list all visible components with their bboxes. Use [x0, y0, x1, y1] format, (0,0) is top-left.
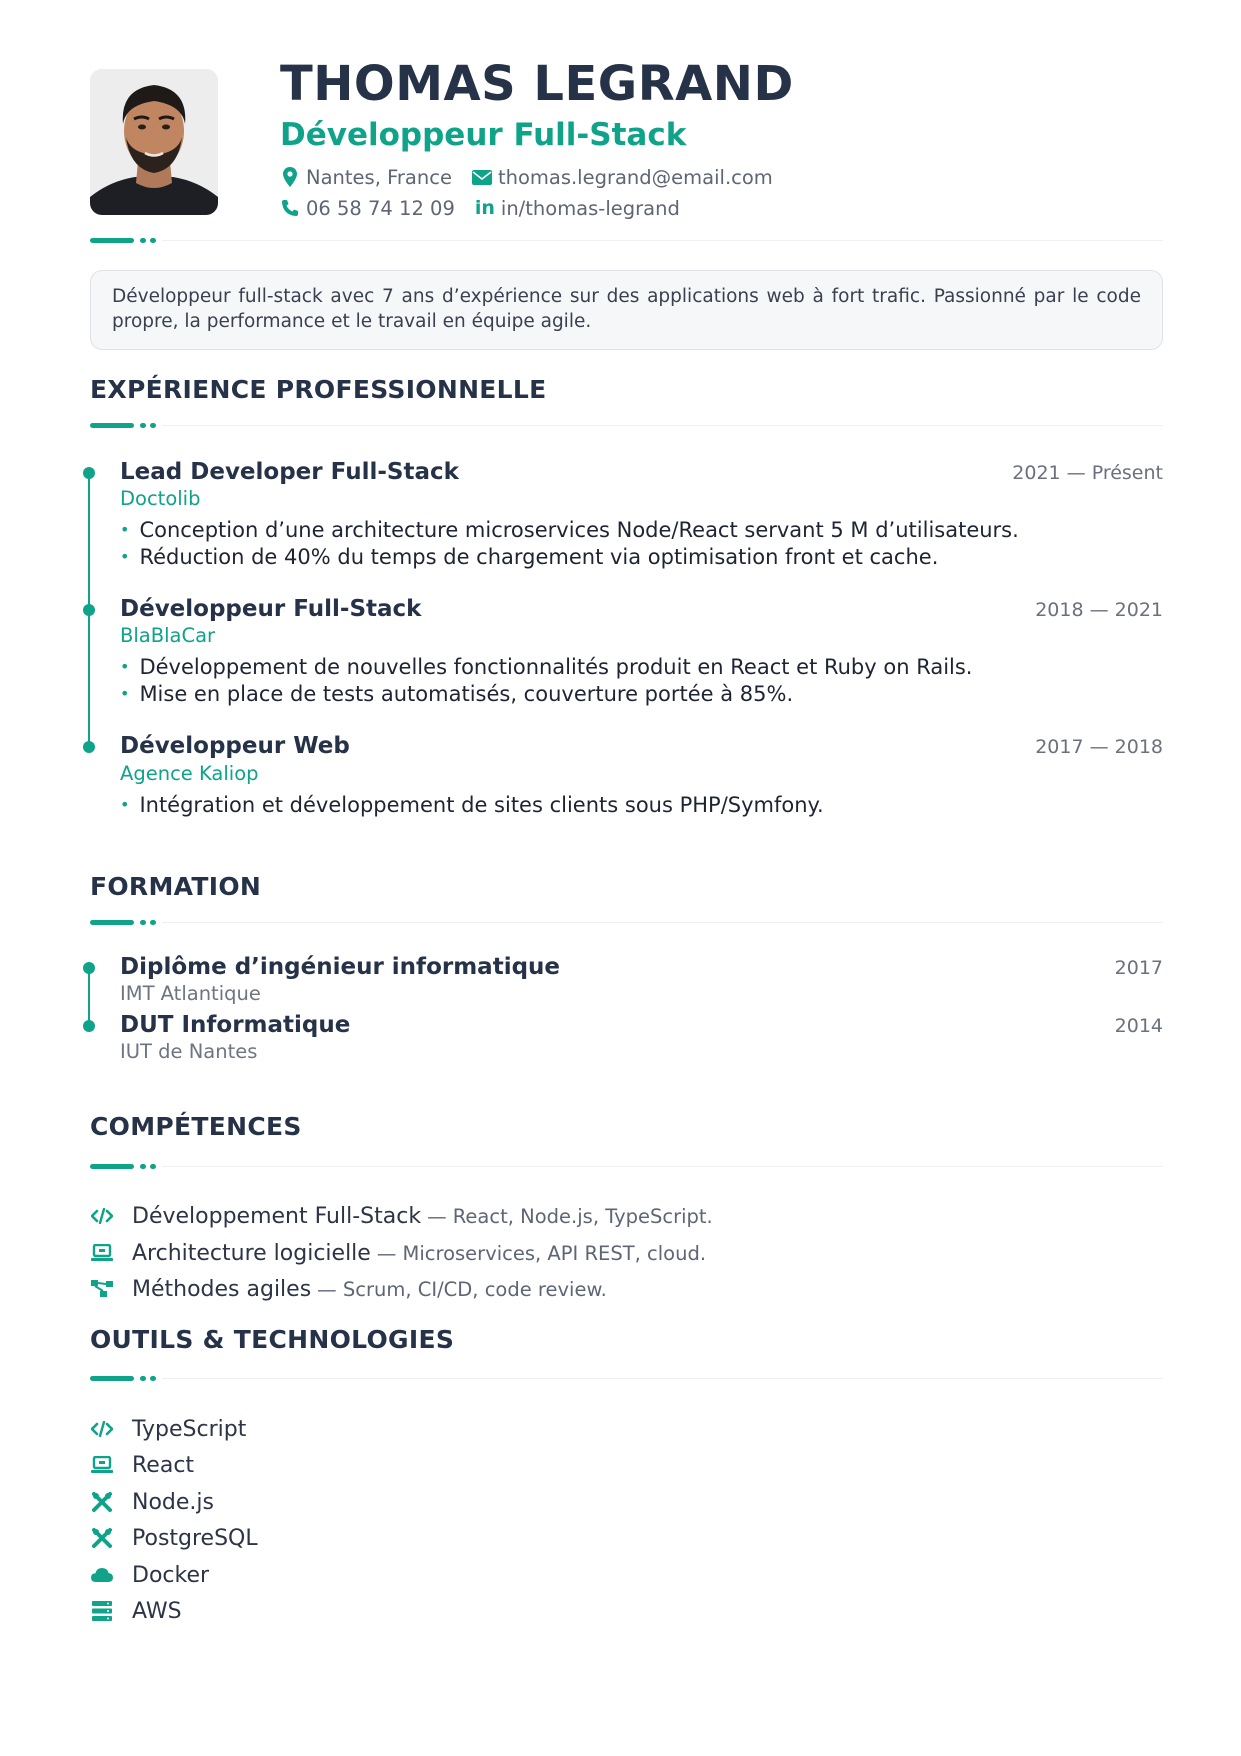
- linkedin-item[interactable]: [475, 197, 680, 220]
- sitemap-icon: [90, 1277, 114, 1301]
- degree-title: Diplôme d’ingénieur informatique: [120, 954, 561, 980]
- tool-item: [90, 1485, 214, 1519]
- tools-heading: OUTILS & TECHNOLOGIES: [90, 1325, 455, 1354]
- job-bullet: • Intégration et développement de sites clients sous PHP/Symfony.: [120, 793, 824, 817]
- job-title: Développeur Full-Stack: [120, 596, 422, 622]
- job-title: Développeur Web: [120, 733, 350, 759]
- tool-name: React: [132, 1452, 195, 1478]
- profile-photo: [90, 69, 218, 215]
- skill-name: Architecture logicielle: [132, 1240, 371, 1266]
- server-icon: [90, 1599, 114, 1623]
- tool-item: [90, 1448, 194, 1482]
- profile-summary: Développeur full-stack avec 7 ans d’expérience sur des applications web à fort trafic. Passionné par le code propre, la performance et le travail en équipe agile.: [90, 270, 1163, 350]
- education-divider: [90, 920, 1163, 926]
- tool-item: [90, 1412, 246, 1446]
- job-title: Lead Developer Full-Stack: [120, 459, 459, 485]
- skill-description: — Microservices, API REST, cloud.: [376, 1241, 707, 1265]
- timeline-dot: [83, 604, 95, 616]
- skill-item: [90, 1272, 607, 1306]
- phone-text[interactable]: 06 58 74 12 09: [306, 196, 455, 220]
- skills-heading: COMPÉTENCES: [90, 1112, 302, 1141]
- location-text: Nantes, France: [306, 165, 452, 189]
- timeline-dot: [83, 741, 95, 753]
- phone-icon: [280, 198, 300, 218]
- degree-school: IMT Atlantique: [120, 982, 261, 1005]
- education-heading: FORMATION: [90, 872, 262, 901]
- cloud-icon: [90, 1563, 114, 1587]
- tool-name: Docker: [132, 1562, 210, 1588]
- tool-name: PostgreSQL: [132, 1525, 258, 1551]
- job-bullet: • Réduction de 40% du temps de chargement via optimisation front et cache.: [120, 545, 939, 569]
- job-dates: 2017 — 2018: [1035, 736, 1163, 758]
- tool-name: TypeScript: [132, 1416, 247, 1442]
- email-item[interactable]: [472, 166, 773, 189]
- job-bullet: • Développement de nouvelles fonctionnalités produit en React et Ruby on Rails.: [120, 655, 973, 679]
- candidate-name: THOMAS LEGRAND: [280, 56, 794, 112]
- candidate-job-title: Développeur Full-Stack: [280, 117, 687, 153]
- linkedin-text[interactable]: in/thomas-legrand: [500, 196, 680, 220]
- job-bullet: • Conception d’une architecture microservices Node/React servant 5 M d’utilisateurs.: [120, 518, 1019, 542]
- education-timeline: [88, 968, 90, 1026]
- tool-item: [90, 1558, 209, 1592]
- email-text[interactable]: thomas.legrand@email.com: [497, 165, 773, 189]
- skill-name: Développement Full-Stack: [132, 1203, 422, 1229]
- laptop-icon: [90, 1241, 114, 1265]
- experience-heading: EXPÉRIENCE PROFESSIONNELLE: [90, 375, 547, 404]
- tools-icon: [90, 1490, 114, 1514]
- skill-name: Méthodes agiles: [132, 1276, 312, 1302]
- skill-description: — Scrum, CI/CD, code review.: [317, 1277, 607, 1301]
- timeline-dot: [83, 467, 95, 479]
- contact-row-2: [280, 194, 700, 222]
- degree-school: IUT de Nantes: [120, 1040, 258, 1063]
- job-company: Doctolib: [120, 487, 201, 510]
- tool-name: Node.js: [132, 1489, 214, 1515]
- timeline-dot: [83, 962, 95, 974]
- envelope-icon: [472, 167, 492, 187]
- job-company: BlaBlaCar: [120, 624, 216, 647]
- skill-item: [90, 1236, 706, 1270]
- contact-row-1: [280, 163, 793, 191]
- job-dates: 2018 — 2021: [1035, 599, 1163, 621]
- tool-name: AWS: [132, 1598, 182, 1624]
- code-icon: [90, 1417, 114, 1441]
- laptop-icon: [90, 1453, 114, 1477]
- header-divider: [90, 238, 1163, 244]
- degree-title: DUT Informatique: [120, 1012, 351, 1038]
- job-bullet: • Mise en place de tests automatisés, couverture portée à 85%.: [120, 682, 794, 706]
- degree-year: 2014: [1114, 1015, 1163, 1037]
- location-item: [280, 166, 452, 189]
- job-dates: 2021 — Présent: [1012, 462, 1163, 484]
- experience-divider: [90, 423, 1163, 429]
- map-pin-icon: [280, 167, 300, 187]
- tool-item: [90, 1594, 182, 1628]
- linkedin-icon: in: [474, 197, 495, 219]
- tool-item: [90, 1521, 258, 1555]
- tools-icon: [90, 1526, 114, 1550]
- skill-item: [90, 1199, 713, 1233]
- code-icon: [90, 1204, 114, 1228]
- degree-year: 2017: [1114, 957, 1163, 979]
- timeline-dot: [83, 1020, 95, 1032]
- skill-description: — React, Node.js, TypeScript.: [427, 1204, 713, 1228]
- tools-divider: [90, 1376, 1163, 1382]
- phone-item[interactable]: [280, 197, 455, 220]
- skills-divider: [90, 1164, 1163, 1170]
- job-company: Agence Kaliop: [120, 762, 259, 785]
